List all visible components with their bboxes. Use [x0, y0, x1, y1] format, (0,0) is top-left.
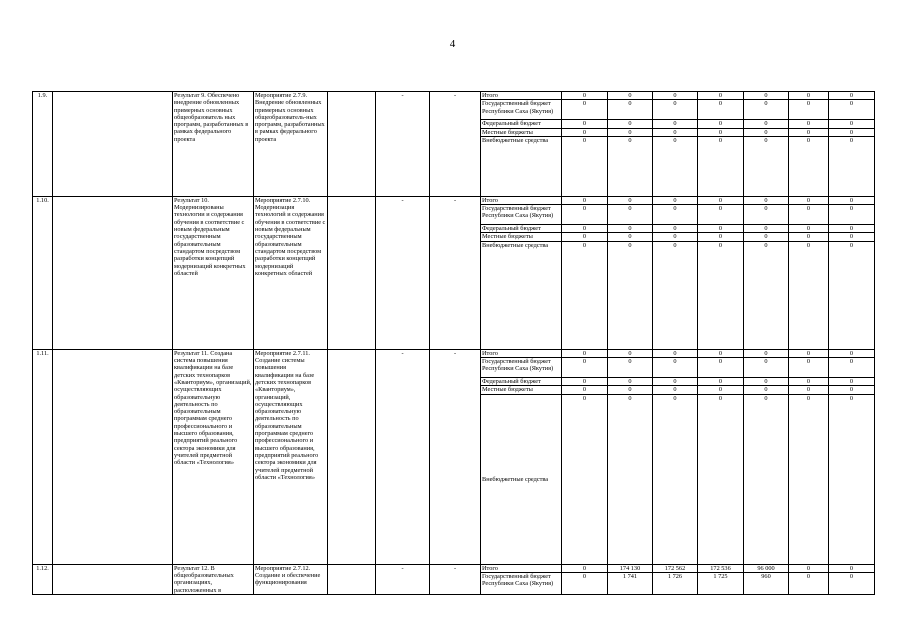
value-cell: 0 — [789, 378, 829, 386]
value-cell: 0 — [744, 225, 789, 233]
value-cell: 0 — [562, 233, 608, 241]
value-cell: 0 — [653, 358, 698, 378]
value-cell: 0 — [744, 205, 789, 225]
funding-source: Внебюджетные средства — [481, 136, 562, 196]
value-cell: 0 — [608, 225, 653, 233]
result-text — [173, 564, 254, 594]
row-number: 1.12. — [33, 564, 53, 594]
empty-cell — [328, 92, 376, 197]
cell-content: Результат 9. Обеспечено внедрение обновленных примерных основных общеобразователь ных программ, разработанных в рамках федерального проекта — [174, 92, 250, 143]
value-cell: 0 — [829, 358, 875, 378]
funding-source: Внебюджетные средства — [481, 241, 562, 349]
funding-source: Итого — [481, 349, 562, 357]
cell-content: Мероприятие 2.7.10. Модернизация технологий и содержания обучения в соответствие с новым федеральным государственным образовательным стандартом посредством разработки концепций модернизаций конкретных областей — [255, 196, 327, 277]
dash-cell: - — [430, 564, 481, 594]
value-cell: 0 — [562, 100, 608, 120]
funding-source: Федеральный бюджет — [481, 120, 562, 128]
value-cell: 0 — [789, 572, 829, 594]
value-cell: 0 — [562, 572, 608, 594]
dash-cell: - — [376, 92, 430, 197]
value-cell: 0 — [653, 233, 698, 241]
value-cell: 0 — [562, 92, 608, 100]
value-cell: 0 — [789, 564, 829, 572]
value-cell: 0 — [698, 100, 744, 120]
row-number: 1.11. — [33, 349, 53, 564]
value-cell: 0 — [562, 120, 608, 128]
value-cell: 0 — [698, 225, 744, 233]
value-cell: 0 — [562, 128, 608, 136]
value-cell: 0 — [698, 241, 744, 349]
result-text — [173, 196, 254, 349]
value-cell: 0 — [829, 225, 875, 233]
value-cell: 0 — [608, 92, 653, 100]
row-number: 1.10. — [33, 196, 53, 349]
funding-source: Итого — [481, 196, 562, 204]
cell-content: Результат 12. В общеобразовательных организациях, расположенных в — [174, 564, 236, 594]
value-cell: 0 — [829, 92, 875, 100]
table-row — [33, 92, 875, 100]
value-cell: 0 — [744, 349, 789, 357]
value-cell: 0 — [562, 225, 608, 233]
value-cell: 1 726 — [653, 572, 698, 594]
value-cell: 172 562 — [653, 564, 698, 572]
empty-cell — [53, 564, 173, 594]
value-cell: 0 — [608, 394, 653, 564]
row-number: 1.9. — [33, 92, 53, 197]
value-cell: 0 — [744, 394, 789, 564]
value-cell: 0 — [789, 92, 829, 100]
funding-source: Федеральный бюджет — [481, 378, 562, 386]
funding-source: Государственный бюджет Республики Саха (Якутия) — [481, 100, 562, 120]
dash-cell: - — [430, 92, 481, 197]
value-cell: 0 — [829, 564, 875, 572]
value-cell: 0 — [789, 386, 829, 394]
value-cell: 0 — [608, 136, 653, 196]
value-cell: 0 — [829, 386, 875, 394]
funding-source: Местные бюджеты — [481, 386, 562, 394]
value-cell: 0 — [744, 136, 789, 196]
value-cell: 0 — [698, 378, 744, 386]
value-cell: 0 — [653, 378, 698, 386]
funding-source: Государственный бюджет Республики Саха (Якутия) — [481, 358, 562, 378]
value-cell: 0 — [653, 136, 698, 196]
value-cell: 0 — [608, 349, 653, 357]
value-cell: 0 — [744, 128, 789, 136]
funding-source: Государственный бюджет Республики Саха (Якутия) — [481, 205, 562, 225]
value-cell: 0 — [789, 205, 829, 225]
value-cell: 0 — [698, 205, 744, 225]
measure-text — [254, 92, 328, 197]
empty-cell — [53, 92, 173, 197]
value-cell: 0 — [562, 196, 608, 204]
value-cell: 0 — [698, 394, 744, 564]
value-cell: 0 — [789, 100, 829, 120]
measure-text — [254, 196, 328, 349]
value-cell: 0 — [744, 100, 789, 120]
value-cell: 0 — [698, 349, 744, 357]
value-cell: 0 — [608, 233, 653, 241]
value-cell: 0 — [653, 386, 698, 394]
value-cell: 0 — [744, 378, 789, 386]
value-cell: 0 — [789, 241, 829, 349]
value-cell: 0 — [608, 205, 653, 225]
empty-cell — [53, 349, 173, 564]
empty-cell — [53, 196, 173, 349]
value-cell: 0 — [562, 241, 608, 349]
value-cell: 0 — [829, 241, 875, 349]
value-cell: 0 — [698, 233, 744, 241]
dash-cell: - — [376, 349, 430, 564]
table-row — [33, 349, 875, 357]
cell-content: Мероприятие 2.7.11. Создание системы повышения квалификации на базе детских технопарков «Кванториум», организаций, осуществляющих образовательную деятельность по образовательным программам среднего профессионального и высшего образования, предприятий реального сектора экономики для учителей предметной области «Технология» — [255, 349, 320, 481]
value-cell: 96 000 — [744, 564, 789, 572]
funding-source: Итого — [481, 564, 562, 572]
value-cell: 0 — [653, 92, 698, 100]
value-cell: 0 — [829, 349, 875, 357]
cell-content: Результат 10. Модернизированы технологии и содержания обучения в соответствие с новым федеральным государственным образовательным стандартом посредством разработки концепций модернизаций конкретных областей — [174, 196, 248, 277]
value-cell: 0 — [744, 241, 789, 349]
value-cell: 0 — [698, 386, 744, 394]
empty-cell — [328, 564, 376, 594]
value-cell: 0 — [698, 92, 744, 100]
value-cell: 0 — [608, 386, 653, 394]
result-text — [173, 349, 254, 564]
value-cell: 0 — [829, 572, 875, 594]
dash-cell: - — [430, 349, 481, 564]
value-cell: 0 — [653, 196, 698, 204]
value-cell: 0 — [698, 136, 744, 196]
value-cell: 0 — [789, 233, 829, 241]
value-cell: 0 — [608, 378, 653, 386]
value-cell: 0 — [608, 358, 653, 378]
funding-source: Местные бюджеты — [481, 233, 562, 241]
funding-source: Итого — [481, 92, 562, 100]
value-cell: 0 — [653, 394, 698, 564]
value-cell: 0 — [744, 92, 789, 100]
value-cell: 0 — [789, 358, 829, 378]
value-cell: 0 — [744, 120, 789, 128]
value-cell: 0 — [608, 120, 653, 128]
value-cell: 0 — [744, 386, 789, 394]
value-cell: 0 — [562, 378, 608, 386]
value-cell: 0 — [744, 358, 789, 378]
value-cell: 0 — [789, 120, 829, 128]
value-cell: 0 — [789, 196, 829, 204]
value-cell: 0 — [829, 120, 875, 128]
value-cell: 0 — [608, 241, 653, 349]
value-cell: 0 — [829, 233, 875, 241]
value-cell: 0 — [829, 378, 875, 386]
program-table — [32, 91, 875, 595]
funding-source: Государственный бюджет Республики Саха (Якутия) — [481, 572, 562, 594]
value-cell: 0 — [562, 205, 608, 225]
value-cell: 0 — [562, 564, 608, 572]
value-cell: 0 — [653, 120, 698, 128]
value-cell: 0 — [789, 128, 829, 136]
value-cell: 0 — [608, 128, 653, 136]
value-cell: 0 — [562, 358, 608, 378]
empty-cell — [328, 196, 376, 349]
value-cell: 1 741 — [608, 572, 653, 594]
value-cell: 0 — [829, 136, 875, 196]
value-cell: 0 — [698, 120, 744, 128]
value-cell: 0 — [829, 128, 875, 136]
value-cell: 0 — [653, 349, 698, 357]
value-cell: 960 — [744, 572, 789, 594]
value-cell: 0 — [789, 136, 829, 196]
cell-content: Результат 11. Создана система повышения квалификации на базе детских технопарков «Кванториум», организаций, осуществляющих образовательную деятельность по образовательным программам среднего профессионального и высшего образования, предприятий реального сектора экономики для учителей предметной области «Технология» — [174, 349, 254, 467]
page-number: 4 — [449, 38, 456, 50]
value-cell: 0 — [608, 100, 653, 120]
value-cell: 0 — [698, 128, 744, 136]
value-cell: 0 — [789, 394, 829, 564]
value-cell: 0 — [829, 205, 875, 225]
dash-cell: - — [376, 564, 430, 594]
value-cell: 174 130 — [608, 564, 653, 572]
value-cell: 0 — [653, 128, 698, 136]
value-cell: 0 — [653, 241, 698, 349]
value-cell: 172 536 — [698, 564, 744, 572]
measure-text — [254, 564, 328, 594]
table-row — [33, 564, 875, 572]
dash-cell: - — [376, 196, 430, 349]
value-cell: 0 — [789, 225, 829, 233]
funding-source: Федеральный бюджет — [481, 225, 562, 233]
value-cell: 0 — [653, 225, 698, 233]
value-cell: 1 725 — [698, 572, 744, 594]
value-cell: 0 — [744, 233, 789, 241]
funding-source: Внебюджетные средства — [481, 394, 562, 564]
measure-text — [254, 349, 328, 564]
value-cell: 0 — [562, 394, 608, 564]
value-cell: 0 — [608, 196, 653, 204]
value-cell: 0 — [562, 349, 608, 357]
value-cell: 0 — [829, 100, 875, 120]
value-cell: 0 — [744, 196, 789, 204]
value-cell: 0 — [829, 394, 875, 564]
value-cell: 0 — [829, 196, 875, 204]
value-cell: 0 — [789, 349, 829, 357]
funding-source: Местные бюджеты — [481, 128, 562, 136]
dash-cell: - — [430, 196, 481, 349]
value-cell: 0 — [698, 358, 744, 378]
cell-content: Мероприятие 2.7.9. Внедрение обновленных примерных основных общеобразователь-ных программ, разработанных в рамках федерального проекта — [255, 92, 327, 143]
value-cell: 0 — [653, 205, 698, 225]
value-cell: 0 — [653, 100, 698, 120]
result-text — [173, 92, 254, 197]
value-cell: 0 — [698, 196, 744, 204]
table-row — [33, 196, 875, 204]
value-cell: 0 — [562, 136, 608, 196]
cell-content: Мероприятие 2.7.12. Создание и обеспечение функционирования — [255, 564, 322, 587]
empty-cell — [328, 349, 376, 564]
value-cell: 0 — [562, 386, 608, 394]
